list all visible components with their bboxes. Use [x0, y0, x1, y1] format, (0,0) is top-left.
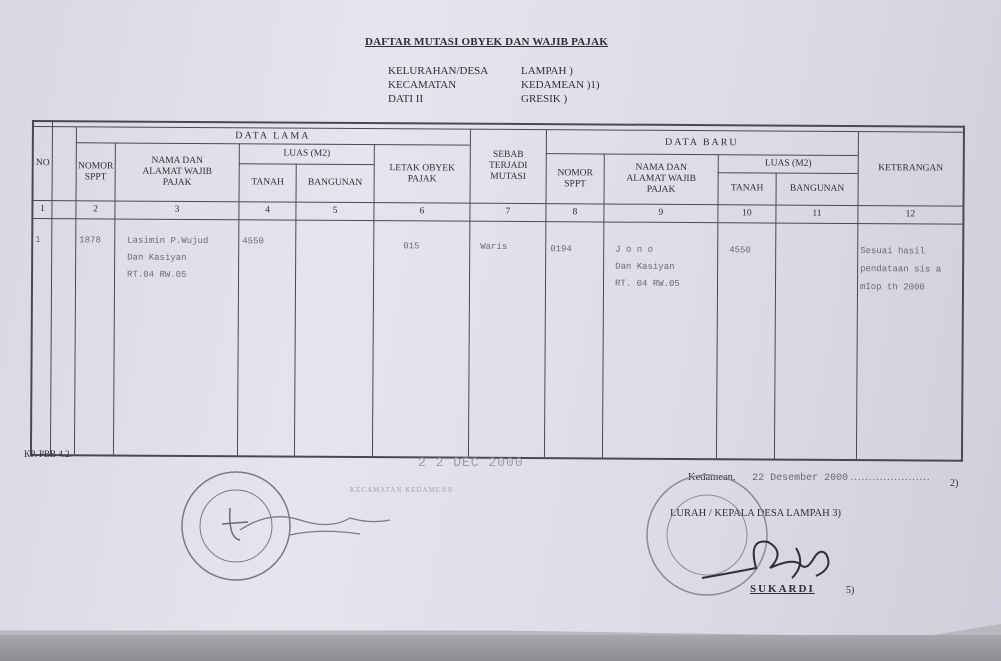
- nomor-sppt-baru: 0194: [550, 244, 572, 255]
- document-title: DAFTAR MUTASI OBYEK DAN WAJIB PAJAK: [365, 36, 609, 48]
- table-surface: [0, 635, 1001, 661]
- keterangan-line1: Sesuai hasil: [860, 246, 926, 257]
- keterangan-line2: pendataan sis a: [860, 264, 942, 275]
- signer-ref: 5): [846, 585, 855, 596]
- header-luas-baru: LUAS (M2): [764, 158, 812, 169]
- row-no: 1: [35, 235, 41, 246]
- header-sebab: SEBAB TERJADI MUTASI: [488, 149, 528, 183]
- col-number: 7: [505, 206, 511, 217]
- tanah-lama: 4550: [242, 236, 264, 247]
- location-label: DATI II: [388, 93, 424, 105]
- letak-obyek: 015: [403, 241, 420, 252]
- header-luas-lama: LUAS (M2): [283, 148, 331, 159]
- nama-lama-line3: RT.04 RW.05: [127, 269, 187, 280]
- header-bangunan-lama: BANGUNAN: [307, 177, 363, 189]
- header-nomor-sppt-lama: NOMOR SPPT: [78, 160, 114, 182]
- signature-right: [696, 528, 846, 588]
- faint-stamp-text: KECAMATAN KEDAMEAN: [350, 486, 454, 494]
- header-tanah-baru: TANAH: [730, 183, 764, 194]
- col-number: 1: [40, 204, 45, 215]
- header-bangunan-baru: BANGUNAN: [789, 183, 845, 194]
- header-data-lama: DATA LAMA: [235, 130, 311, 142]
- col-number: 12: [905, 209, 916, 220]
- nama-baru-line3: RT. 04 RW.05: [614, 278, 680, 289]
- header-nama-lama: NAMA DAN ALAMAT WAJIB PAJAK: [142, 155, 213, 188]
- col-number: 6: [419, 206, 425, 217]
- header-nama-baru: NAMA DAN ALAMAT WAJIB PAJAK: [626, 162, 696, 195]
- header-nomor-sppt-baru: NOMOR SPPT: [557, 167, 593, 189]
- place-date-line: Kedamean, 22 Desember 2000 ......................: [688, 472, 931, 484]
- tanah-baru: 4550: [729, 245, 751, 256]
- sebab-mutasi: Waris: [480, 241, 508, 252]
- place-ref: 2): [950, 478, 959, 489]
- mutation-table: [30, 120, 965, 462]
- col-number: 8: [572, 207, 578, 218]
- header-keterangan: KETERANGAN: [878, 163, 944, 174]
- nama-lama-line1: Lasimin P.Wujud: [127, 235, 209, 247]
- nomor-sppt-lama: 1878: [79, 235, 101, 246]
- nama-lama-line2: Dan Kasiyan: [127, 252, 187, 263]
- location-value: GRESIK ): [521, 93, 568, 105]
- header-tanah-lama: TANAH: [251, 177, 284, 188]
- col-number: 3: [174, 204, 180, 215]
- location-label: KECAMATAN: [388, 79, 457, 91]
- col-number: 9: [658, 207, 664, 218]
- form-code: KP. PBB 4.2.: [24, 449, 72, 459]
- location-label: KELURAHAN/DESA: [388, 65, 489, 77]
- col-number: 5: [332, 205, 338, 216]
- col-number: 2: [93, 204, 98, 215]
- col-number: 10: [742, 208, 752, 219]
- location-value: KEDAMEAN )1): [521, 79, 600, 91]
- place-date: 22 Desember 2000: [752, 473, 849, 484]
- place-label: Kedamean,: [688, 472, 736, 483]
- header-data-baru: DATA BARU: [665, 136, 739, 149]
- nama-baru-line1: J o n o: [615, 244, 654, 255]
- nama-baru-line2: Dan Kasiyan: [615, 261, 675, 272]
- col-number: 4: [265, 205, 270, 216]
- col-number: 11: [812, 208, 822, 219]
- header-no: NO: [35, 158, 50, 169]
- received-date-stamp: 2 2 DEC 2000: [418, 455, 524, 470]
- lurah-title: LURAH / KEPALA DESA LAMPAH 3): [670, 508, 842, 519]
- keterangan-line3: mIop th 2000: [859, 282, 925, 293]
- header-letak: LETAK OBYEK PAJAK: [389, 162, 455, 184]
- location-value: LAMPAH ): [521, 65, 573, 77]
- signature-left: [230, 490, 400, 550]
- signer-name: SUKARDI: [750, 583, 815, 595]
